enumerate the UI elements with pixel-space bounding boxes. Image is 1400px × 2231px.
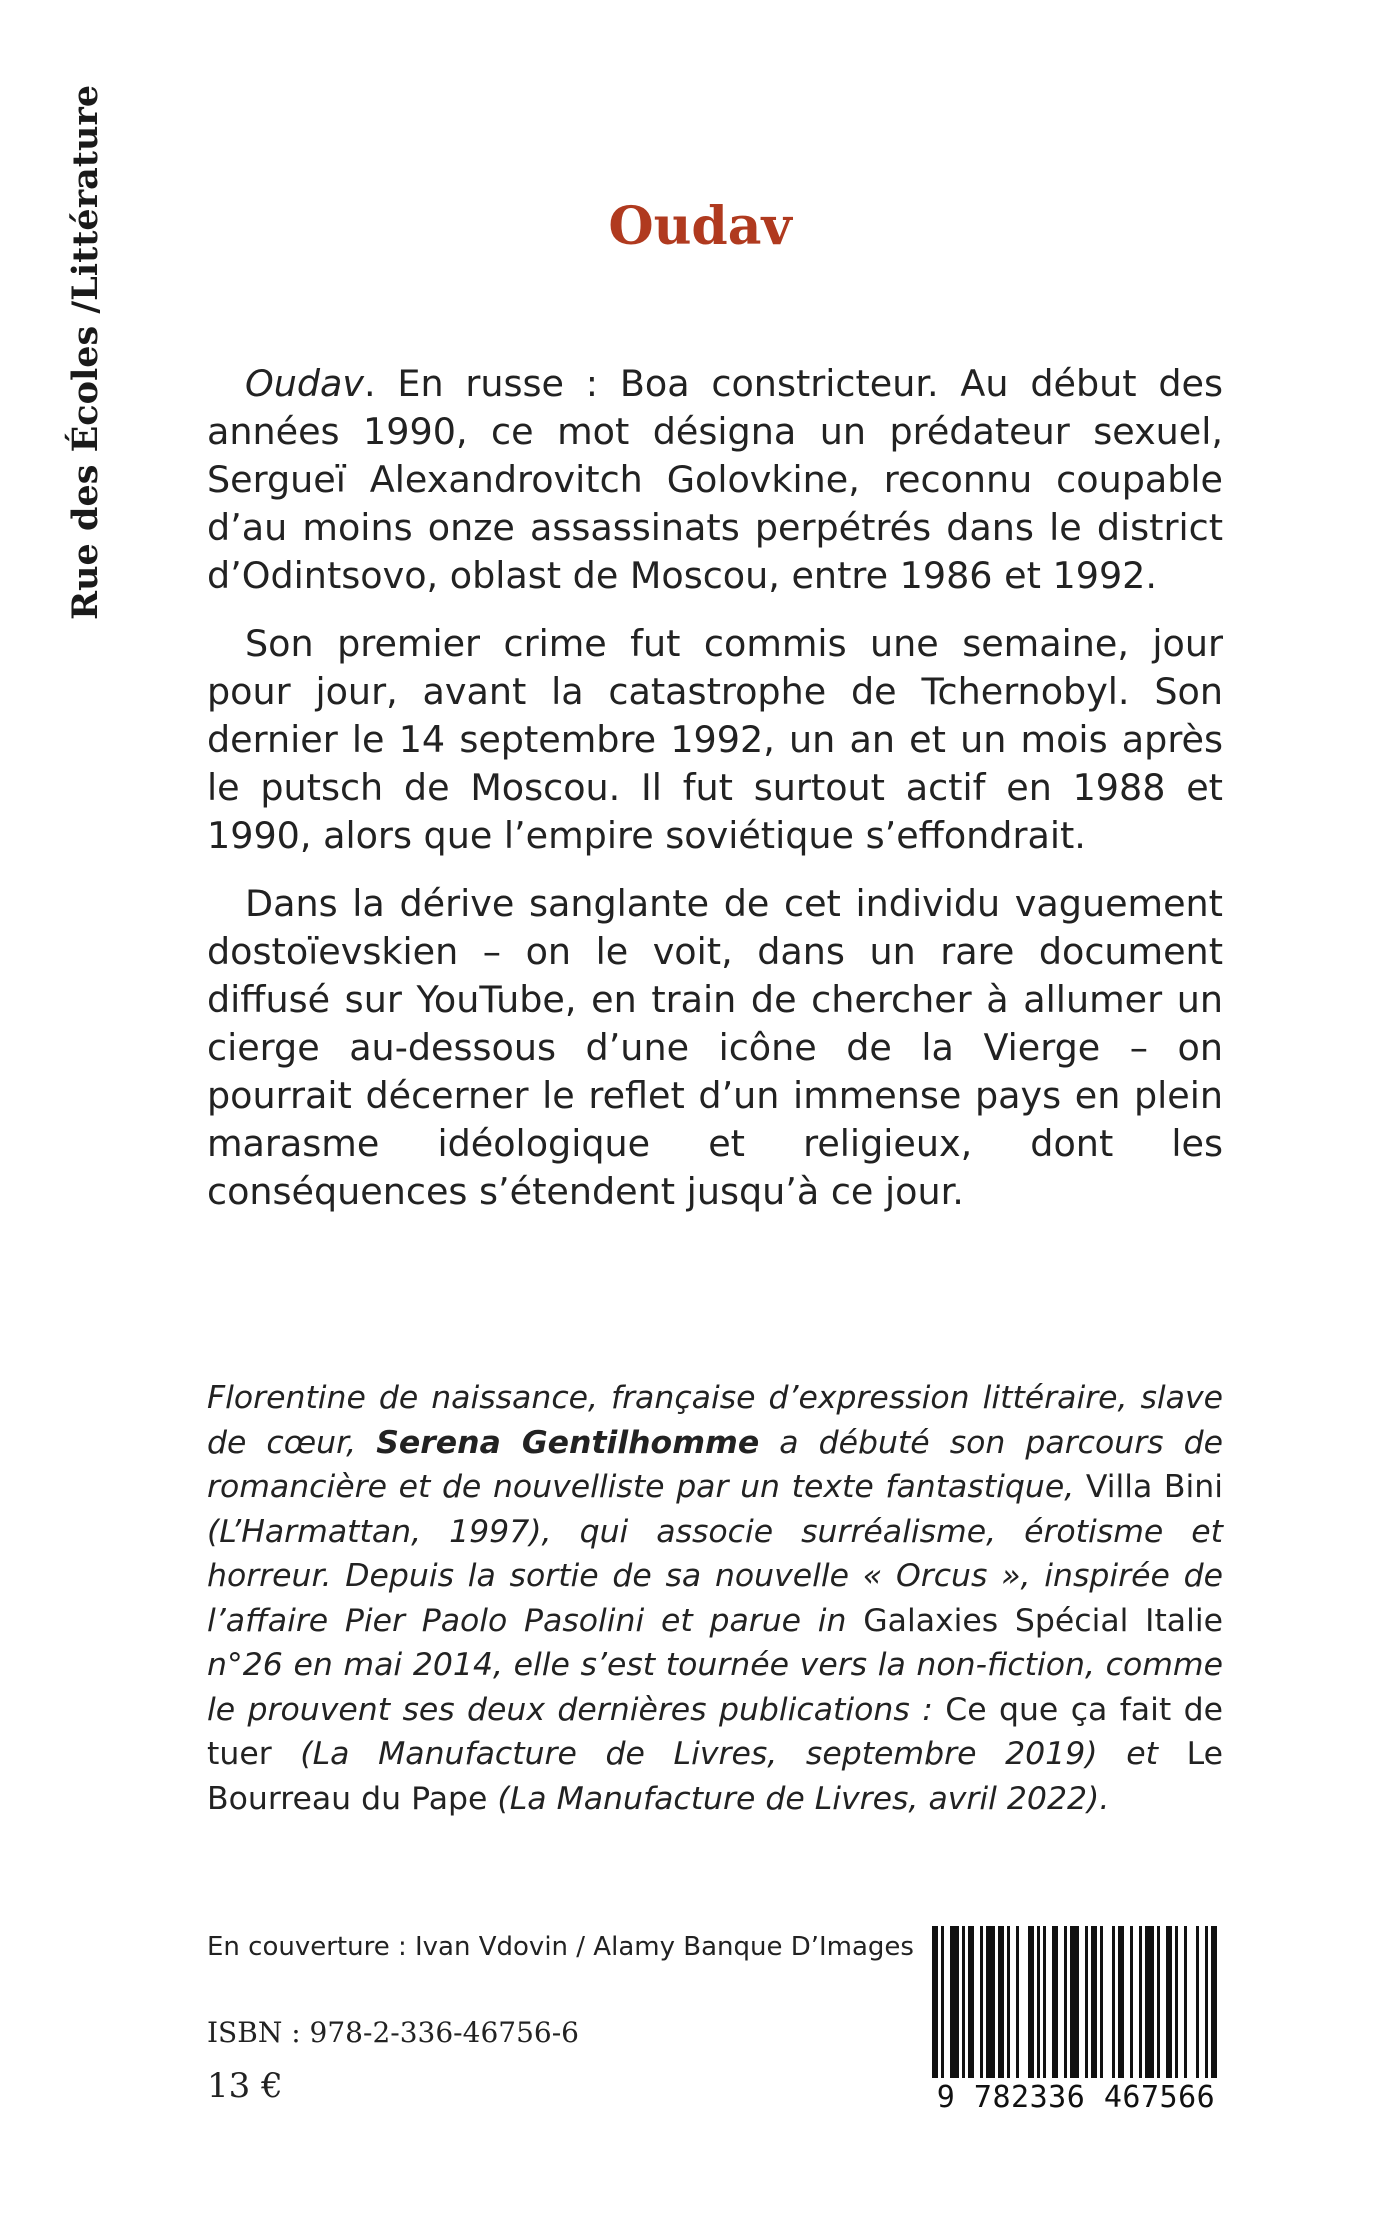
barcode-bar [1166, 1926, 1172, 2086]
cover-credit: En couverture : Ivan Vdovin / Alamy Banque D’Images [207, 1932, 914, 1962]
barcode-bar [1085, 1926, 1088, 2086]
barcode-bar [932, 1926, 938, 2086]
blurb-paragraph-1-text: . En russe : Boa constricteur. Au début des années 1990, ce mot désigna un prédateur sexuel, Sergueï Alexandrovitch Golovkine, reconnu coupable d’au moins onze assassinats perpétrés dans le district d’Odintsovo, oblast de Moscou, entre 1986 et 1992. [207, 362, 1223, 597]
barcode-bar [1196, 1926, 1199, 2086]
price: 13 € [207, 2066, 283, 2106]
bio-text-5: (La Manufacture de Livres, septembre 2019) et [271, 1736, 1187, 1772]
barcode-bar [1112, 1926, 1115, 2086]
barcode-bar [1205, 1926, 1208, 2086]
barcode-bar [1016, 1926, 1019, 2086]
barcode-bar [1130, 1926, 1133, 2086]
bio-text-4: n°26 en mai 2014, elle s’est tournée vers la non-fiction, comme le prouvent ses deux dernières publications : [207, 1647, 1223, 1728]
bio-work-bourreau: Le Bourreau du Pape [207, 1736, 1223, 1817]
blurb-paragraph-2: Son premier crime fut commis une semaine, jour pour jour, avant la catastrophe de Tchernobyl. Son dernier le 14 septembre 1992, un an et un mois après le putsch de Moscou. Il fut surtout actif en 1988 et 1990, alors que l’empire soviétique s’effondrait. [207, 622, 1223, 857]
barcode-bar [1118, 1926, 1124, 2086]
barcode-bar [1139, 1926, 1142, 2086]
barcode-bar [1157, 1926, 1160, 2086]
author-name: Serena Gentilhomme [376, 1424, 760, 1461]
barcode-bar [1064, 1926, 1067, 2086]
barcode [930, 1926, 1222, 2126]
bio-text-2: a débuté son parcours de romancière et de nouvelliste par un texte fantastique, [207, 1424, 1223, 1505]
blurb-section [207, 360, 1223, 1236]
barcode-bar [1028, 1926, 1034, 2086]
barcode-bar [941, 1926, 944, 2086]
barcode-bar [1184, 1926, 1187, 2086]
barcode-bar [980, 1926, 983, 2086]
bio-work-galaxies: Galaxies Spécial Italie [863, 1602, 1223, 1639]
barcode-bar [1037, 1926, 1040, 2086]
bio-text-6: (La Manufacture de Livres, avril 2022). [487, 1780, 1110, 1817]
bio-work-villa-bini: Villa Bini [1085, 1469, 1223, 1505]
barcode-bar [986, 1926, 995, 2086]
blurb-paragraph-1 [207, 360, 1223, 600]
barcode-bar [1100, 1926, 1103, 2086]
barcode-bar [1043, 1926, 1046, 2086]
collection-label: Rue des Écoles /Littérature [65, 84, 106, 620]
barcode-bar [1211, 1926, 1217, 2086]
isbn: ISBN : 978-2-336-46756-6 [207, 2016, 579, 2049]
bio-text-1: Florentine de naissance, française d’expression littéraire, slave de cœur, [207, 1380, 1223, 1461]
barcode-bar [968, 1926, 974, 2086]
barcode-bar [1175, 1926, 1178, 2086]
barcode-bar [962, 1926, 965, 2086]
book-title: Oudav [608, 196, 792, 257]
barcode-bar [998, 1926, 1004, 2086]
blurb-italic-lead: Oudav [245, 362, 364, 405]
barcode-bar [950, 1926, 959, 2086]
blurb-paragraph-3: Dans la dérive sanglante de cet individu vaguement dostoïevskien – on le voit, dans un rare document diffusé sur YouTube, en train de chercher à allumer un cierge au-dessous d’une icône de la Vierge – on pourrait décerner le reflet d’un immense pays en plein marasme idéologique et religieux, dont les conséquences s’étendent jusqu’à ce jour. [207, 882, 1223, 1213]
barcode-bar [1091, 1926, 1097, 2086]
barcode-bars [930, 1926, 1222, 2086]
author-bio [207, 1376, 1223, 1821]
bio-work-ce-que-ca-fait: Ce que ça fait de tuer [207, 1691, 1223, 1772]
barcode-bar [1052, 1926, 1058, 2086]
barcode-bar [1007, 1926, 1010, 2086]
barcode-bar [1070, 1926, 1079, 2086]
barcode-bar [1145, 1926, 1154, 2086]
barcode-digits: 9 782336 467566 [930, 2078, 1222, 2118]
bio-text-3: (L’Harmattan, 1997), qui associe surréalisme, érotisme et horreur. Depuis la sortie de sa nouvelle « Orcus », inspirée de l’affaire Pier Paolo Pasolini et parue in [207, 1513, 1223, 1639]
